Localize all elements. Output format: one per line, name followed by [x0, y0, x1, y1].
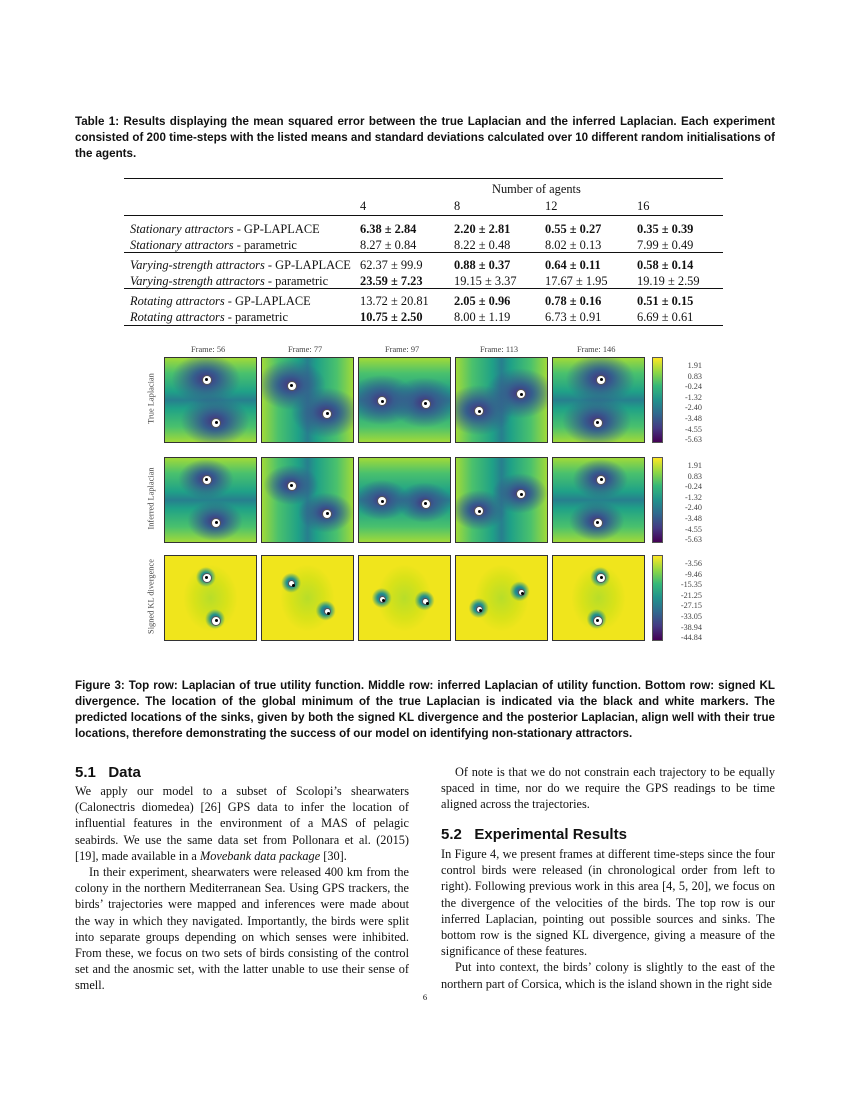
attractor-marker [211, 518, 221, 528]
table-cell: 62.37 ± 99.9 [360, 258, 423, 272]
attractor-marker [421, 399, 431, 409]
attractor-marker [202, 375, 212, 385]
table-cell: 0.55 ± 0.27 [545, 222, 602, 236]
colorbar-tick: 1.91 [687, 461, 702, 470]
heatmap-panel [164, 357, 257, 443]
table-row-label: Rotating attractors - parametric [130, 310, 288, 324]
attractor-marker [202, 573, 212, 583]
attractor-marker [593, 518, 603, 528]
colorbar-tick: -27.15 [680, 601, 702, 611]
colorbar [652, 555, 663, 641]
table-cell: 0.64 ± 0.11 [545, 258, 601, 272]
results-paragraph-2: Put into context, the birds’ colony is slightly to the east of the northern part of Corsica, which is the island shown in the right side [441, 960, 775, 991]
colorbar [652, 457, 663, 543]
table-cell: 8.00 ± 1.19 [454, 310, 511, 324]
page-number: 6 [422, 992, 428, 1002]
colorbar-tick: -3.48 [684, 513, 702, 523]
colorbar-tick: -9.46 [684, 569, 702, 579]
heatmap-panel [261, 555, 354, 641]
table-cell: 0.88 ± 0.37 [454, 258, 511, 272]
table-row-label: Varying-strength attractors - GP-LAPLACE [130, 258, 351, 272]
attractor-marker [474, 506, 484, 516]
colorbar-tick: -2.40 [684, 403, 702, 413]
section-title-results: 5.2 Experimental Results [441, 826, 627, 843]
attractor-marker [322, 409, 332, 419]
frame-label: Frame: 97 [385, 345, 420, 354]
section-title-data: 5.1 Data [75, 764, 141, 781]
attractor-marker [288, 580, 295, 587]
attractor-marker [211, 418, 221, 428]
colorbar-tick: -44.84 [680, 633, 702, 643]
heatmap-panel [164, 457, 257, 543]
frame-label: Frame: 113 [480, 345, 519, 354]
constraint-paragraph: Of note is that we do not constrain each trajectory to be equally spaced in time, nor do we require the GPS readings to be time aligned across the trajectories. [441, 765, 775, 812]
column-header-16: 16 [637, 199, 650, 213]
results-paragraph-1: In Figure 4, we present frames at different time-steps since the four control birds were released (in chronological order from left to right). Following previous work in this area [4, 5, 20], we focus on the divergence of the velocities of the birds. The top row is our inferred Laplacian, pointing out possible sources and sinks. The bottom row is the signed KL divergence, giving a measure of the significance of these features. [441, 847, 775, 959]
column-header-12: 12 [545, 199, 558, 213]
row-label: Signed KL divergence [146, 559, 156, 634]
colorbar [652, 357, 663, 443]
heatmap-panel [455, 357, 548, 443]
table-cell: 19.15 ± 3.37 [454, 274, 517, 288]
column-group-header: Number of agents [492, 182, 581, 196]
attractor-marker [324, 608, 331, 615]
table-row-label: Varying-strength attractors - parametric [130, 274, 329, 288]
table-cell: 19.19 ± 2.59 [637, 274, 700, 288]
heatmap-panel [455, 555, 548, 641]
table-cell: 2.20 ± 2.81 [454, 222, 511, 236]
right-column-paragraph [441, 764, 775, 813]
attractor-marker [287, 381, 297, 391]
colorbar-ticks [666, 559, 702, 644]
colorbar-tick: -2.40 [684, 503, 702, 513]
attractor-marker [596, 475, 606, 485]
colorbar-tick: -5.63 [684, 535, 702, 545]
data-paragraph-1: We apply our model to a subset of Scolopi’s shearwaters (Calonectris diomedea) [26] GPS data to infer the location of influential features in the environment of a MAS of pelagic seabirds. We use the same data set from Pollonara et al. (2015) [19], made available in a Movebank data package [30]. [75, 784, 409, 863]
heatmap-panel [455, 457, 548, 543]
colorbar-tick: -0.24 [684, 382, 702, 392]
heatmap-panel [358, 457, 451, 543]
table-cell: 6.38 ± 2.84 [360, 222, 417, 236]
colorbar-tick: 0.83 [687, 471, 702, 481]
attractor-marker [422, 598, 429, 605]
figure-caption: Figure 3: Top row: Laplacian of true utility function. Middle row: inferred Laplacian of utility function. Bottom row: signed KL divergence. The location of the global minimum of the true Laplacian is indicated via the black and white markers. The predicted locations of the sinks, given by both the signed KL divergence and the posterior Laplacian, align well with their true locations, therefore demonstrating the success of our model on identifying non-stationary attractors. [75, 679, 775, 740]
colorbar-tick: -4.55 [684, 424, 702, 434]
frame-label: Frame: 77 [288, 345, 323, 354]
heatmap-panel [164, 555, 257, 641]
table-cell: 13.72 ± 20.81 [360, 294, 429, 308]
colorbar-ticks [666, 361, 702, 446]
row-label: Inferred Laplacian [146, 467, 156, 530]
table-row-label: Rotating attractors - GP-LAPLACE [130, 294, 311, 308]
table-row-label: Stationary attractors - parametric [130, 238, 297, 252]
heatmap-panel [552, 457, 645, 543]
table-cell: 6.73 ± 0.91 [545, 310, 602, 324]
table-cell: 0.78 ± 0.16 [545, 294, 602, 308]
table-cell: 7.99 ± 0.49 [637, 238, 694, 252]
results-paragraphs [441, 846, 775, 992]
colorbar-tick: -38.94 [680, 622, 702, 632]
attractor-marker [421, 499, 431, 509]
table-cell: 0.58 ± 0.14 [637, 258, 694, 272]
colorbar-ticks [666, 461, 702, 546]
column-header-4: 4 [360, 199, 367, 213]
colorbar-tick: 1.91 [687, 361, 702, 370]
heatmap-panel [261, 357, 354, 443]
heatmap-panel [358, 555, 451, 641]
table-cell: 2.05 ± 0.96 [454, 294, 511, 308]
attractor-marker [593, 418, 603, 428]
attractor-marker [377, 396, 387, 406]
attractor-marker [596, 573, 606, 583]
table-cell: 17.67 ± 1.95 [545, 274, 608, 288]
movebank-reference: Movebank data package [199, 848, 321, 863]
table-row-label: Stationary attractors - GP-LAPLACE [130, 222, 320, 236]
attractor-marker [379, 596, 386, 603]
frame-label: Frame: 56 [191, 345, 226, 354]
heatmap-panel [358, 357, 451, 443]
attractor-marker [474, 406, 484, 416]
colorbar-tick: -4.55 [684, 524, 702, 534]
column-header-8: 8 [454, 199, 461, 213]
colorbar-tick: -33.05 [680, 611, 702, 621]
colorbar-tick: -0.24 [684, 482, 702, 492]
colorbar-tick: -21.25 [680, 590, 702, 600]
attractor-marker [202, 475, 212, 485]
table-cell: 23.59 ± 7.23 [360, 274, 423, 288]
colorbar-tick: -1.32 [684, 392, 702, 402]
attractor-marker [322, 509, 332, 519]
colorbar-tick: 0.83 [687, 371, 702, 381]
table-cell: 10.75 ± 2.50 [360, 310, 423, 324]
table-caption: Table 1: Results displaying the mean squared error between the true Laplacian and the inferred Laplacian. Each experiment consisted of 200 time-steps with the listed means and standard deviations calculated over 10 different random initialisations of the agents. [75, 115, 775, 160]
attractor-marker [287, 481, 297, 491]
colorbar-tick: -1.32 [684, 492, 702, 502]
data-paragraph-2: In their experiment, shearwaters were released 400 km from the colony in the northern Mediterranean Sea. Using GPS trackers, the birds’ trajectories were mapped and inferences were made about the way in which they navigated. Importantly, the birds were split into separate groups depending on which senses were inhibited. From these, we focus on two sets of birds consisting of the control set and the anosmic set, with the latter unable to use their sense of smell. [75, 865, 409, 993]
heatmap-panel [552, 357, 645, 443]
heatmap-panel [552, 555, 645, 641]
colorbar-tick: -15.35 [680, 580, 702, 590]
table-cell: 6.69 ± 0.61 [637, 310, 694, 324]
table-cell: 8.27 ± 0.84 [360, 238, 417, 252]
attractor-marker [596, 375, 606, 385]
frame-label: Frame: 146 [577, 345, 616, 354]
table-cell: 8.02 ± 0.13 [545, 238, 602, 252]
attractor-marker [516, 489, 526, 499]
heatmap-panel [261, 457, 354, 543]
colorbar-tick: -3.48 [684, 413, 702, 423]
colorbar-tick: -3.56 [684, 559, 702, 568]
table-cell: 8.22 ± 0.48 [454, 238, 511, 252]
data-paragraphs [75, 783, 409, 994]
row-label: True Laplacian [146, 373, 156, 424]
attractor-marker [516, 389, 526, 399]
attractor-marker [593, 616, 603, 626]
table-cell: 0.35 ± 0.39 [637, 222, 694, 236]
attractor-marker [377, 496, 387, 506]
table-cell: 0.51 ± 0.15 [637, 294, 694, 308]
attractor-marker [476, 606, 483, 613]
attractor-marker [518, 589, 525, 596]
attractor-marker [211, 616, 221, 626]
colorbar-tick: -5.63 [684, 435, 702, 445]
